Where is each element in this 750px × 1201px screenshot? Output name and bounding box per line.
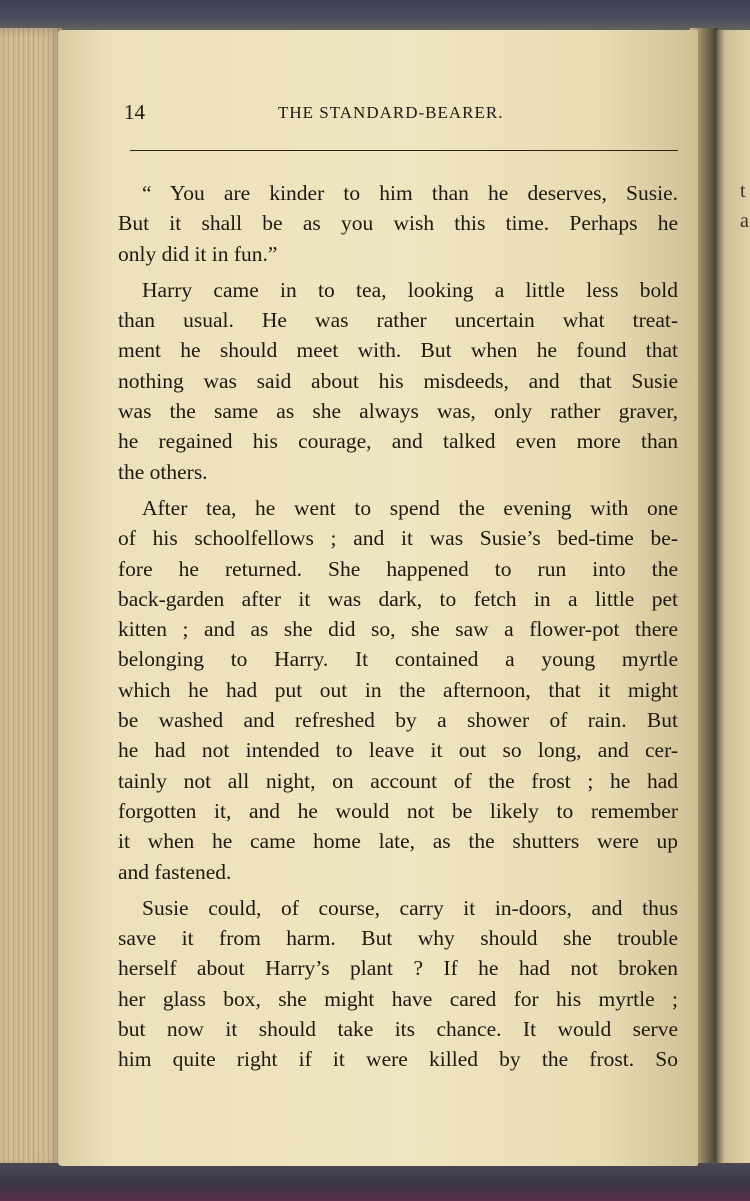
text-line: the others. xyxy=(118,459,208,484)
book-page xyxy=(58,30,698,1166)
book-cover-top xyxy=(0,0,750,34)
text-line: was the same as she always was, only rather graver, xyxy=(118,399,678,424)
text-line: forgotten it, and he would not be likely to remember xyxy=(118,798,678,823)
text-line: fore he returned. She happened to run into the xyxy=(118,556,678,581)
text-line: he had not intended to leave it out so long, and cer- xyxy=(118,738,678,763)
text-line: him quite right if it were killed by the frost. So xyxy=(118,1047,678,1072)
text-line: But it shall be as you wish this time. Perhaps he xyxy=(118,211,678,236)
paragraph xyxy=(118,275,678,487)
text-line: only did it in fun.” xyxy=(118,241,278,266)
text-line: and fastened. xyxy=(118,859,232,884)
text-line: back-garden after it was dark, to fetch in a little pet xyxy=(118,586,678,611)
text-line: ment he should meet with. But when he found that xyxy=(118,338,678,363)
book-cover-bottom xyxy=(0,1163,750,1201)
page-number: 14 xyxy=(124,100,145,124)
facing-page-edge xyxy=(716,30,750,1166)
text-line: than usual. He was rather uncertain what treat- xyxy=(118,308,678,333)
page-header xyxy=(58,100,698,130)
paragraph xyxy=(118,493,678,887)
text-line: he regained his courage, and talked even more than xyxy=(118,429,678,454)
running-title: THE STANDARD-BEARER. xyxy=(278,103,504,122)
text-line: Harry came in to tea, looking a little less bold xyxy=(142,277,678,302)
text-line: After tea, he went to spend the evening with one xyxy=(142,495,678,520)
text-line: nothing was said about his misdeeds, and that Susie xyxy=(118,368,678,393)
text-line: which he had put out in the afternoon, that it might xyxy=(118,677,678,702)
text-line: “ You are kinder to him than he deserves, Susie. xyxy=(142,181,678,205)
facing-page-fragment: a xyxy=(740,210,749,232)
text-line: save it from harm. But why should she trouble xyxy=(118,926,678,951)
header-rule xyxy=(130,150,678,151)
text-line: be washed and refreshed by a shower of rain. But xyxy=(118,708,678,733)
facing-page-fragment: t xyxy=(740,180,746,202)
page-edges xyxy=(0,28,62,1168)
text-line: of his schoolfellows ; and it was Susie’s bed-time be- xyxy=(118,526,678,551)
text-line: but now it should take its chance. It would serve xyxy=(118,1017,678,1042)
text-line: it when he came home late, as the shutters were up xyxy=(118,829,678,854)
page-body xyxy=(118,178,678,1075)
paragraph xyxy=(118,893,678,1075)
text-line: kitten ; and as she did so, she saw a flower-pot there xyxy=(118,617,678,642)
text-line: belonging to Harry. It contained a young myrtle xyxy=(118,647,678,672)
text-line: Susie could, of course, carry it in-doors, and thus xyxy=(142,895,678,920)
text-line: tainly not all night, on account of the frost ; he had xyxy=(118,768,678,793)
text-line: her glass box, she might have cared for his myrtle ; xyxy=(118,986,678,1011)
paragraph xyxy=(118,178,678,269)
text-line: herself about Harry’s plant ? If he had not broken xyxy=(118,956,678,981)
